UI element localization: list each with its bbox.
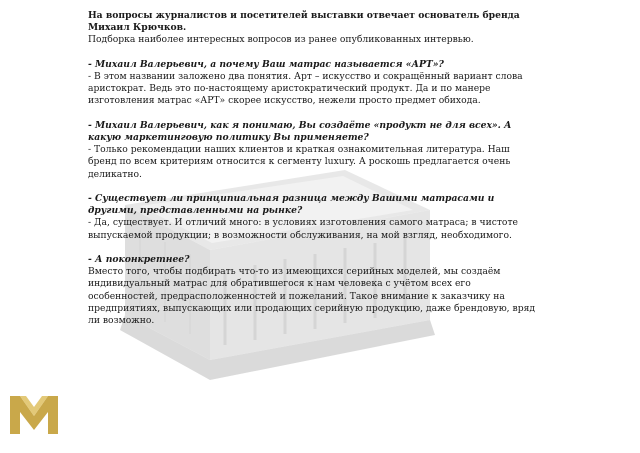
answer-2: - Только рекомендации наших клиентов и краткая ознакомительная литература. Наш бренд по всем критериям относится к сегменту luxury. А роскошь предлагается очень деликатно.: [88, 144, 511, 180]
brand-m-logo-icon: [8, 392, 60, 436]
question-4: - А поконкретнее?: [88, 254, 190, 265]
answer-4: Вместо того, чтобы подбирать что-то из имеющихся серийных моделей, мы создаём индивидуальный матрас для обратившегося к нам человека с учётом всех его особенностей, предрасположенностей и пожеланий. Такое внимание к заказчику на предприятиях, выпускающих или продающих серийную продукцию, даже брендовую, вряд ли возможно.: [88, 266, 536, 327]
question-2: - Михаил Валерьевич, как я понимаю, Вы создаёте «продукт не для всех». А какую маркетинговую политику Вы применяете?: [88, 119, 512, 143]
question-3: - Существует ли принципиальная разница между Вашими матрасами и другими, представленными на рынке?: [88, 193, 495, 217]
answer-3: - Да, существует. И отличий много: в условиях изготовления самого матраса; в чистоте выпускаемой продукции; в возможности обслуживания, на мой взгляд, необходимого.: [88, 217, 518, 241]
interview-text: [88, 10, 538, 327]
intro-sub: Подборка наиболее интересных вопросов из ранее опубликованных интервью.: [88, 34, 474, 46]
question-1: - Михаил Валерьевич, а почему Ваш матрас называется «АРТ»?: [88, 58, 444, 70]
intro-lead: На вопросы журналистов и посетителей выставки отвечает основатель бренда Михаил Крючков.: [88, 10, 520, 34]
answer-1: - В этом названии заложено два понятия. Арт – искусство и сокращённый вариант слова аристократ. Ведь это по-настоящему аристократический продукт. Да и по манере изготовления матрас «АРТ» скорее искусство, нежели просто предмет обихода.: [88, 71, 523, 107]
